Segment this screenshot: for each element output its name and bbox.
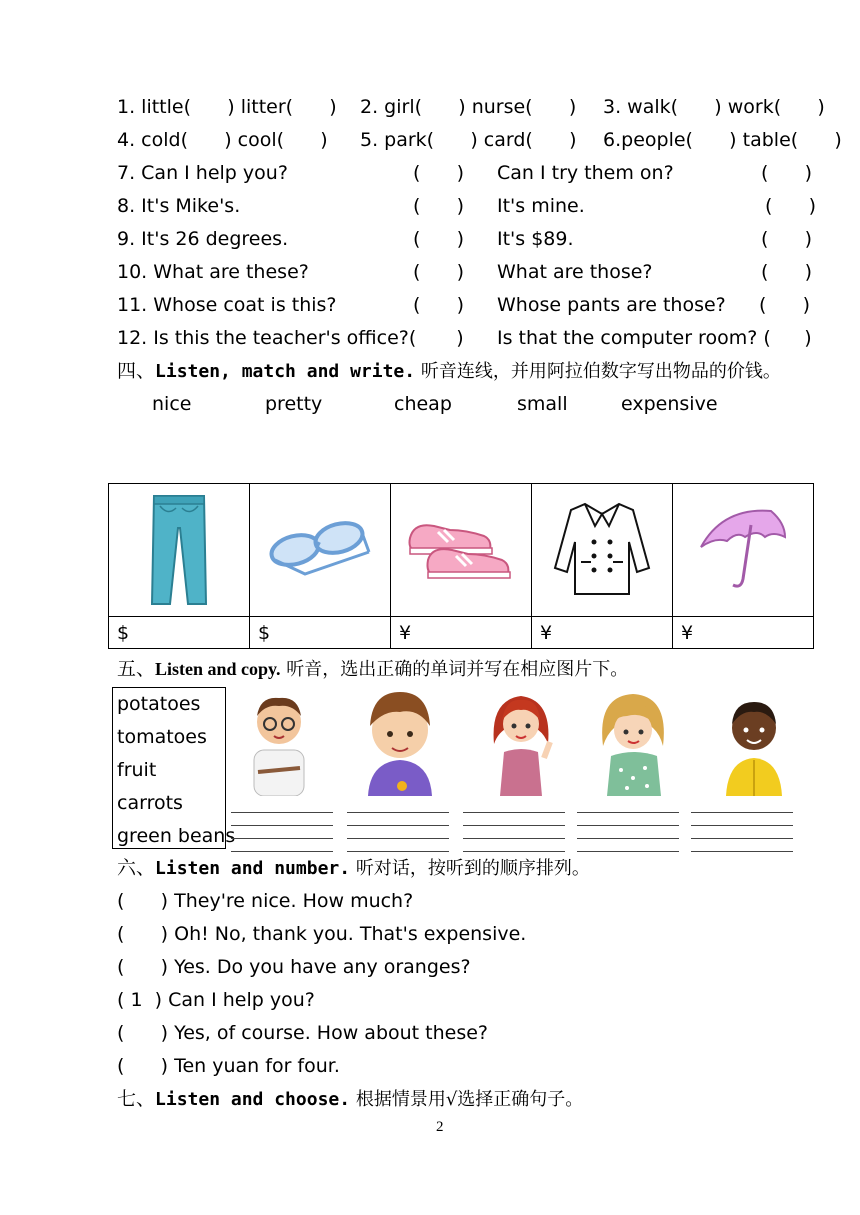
section-instruction: 听音，选出正确的单词并写在相应图片下。 — [286, 659, 629, 680]
order-blank[interactable]: ( ) — [117, 956, 169, 978]
coat-icon — [547, 498, 657, 598]
dialog-line-5 — [117, 1022, 488, 1044]
pair-11-right-blank: ( ) — [759, 294, 811, 316]
pair-7-right-blank: ( ) — [761, 162, 813, 184]
umbrella-cell — [673, 484, 814, 617]
pair-8-left: 8. It's Mike's. — [117, 195, 241, 217]
page-number: 2 — [436, 1119, 444, 1135]
q2-line: 2. girl( ) nurse( ) — [360, 96, 577, 118]
price-cell-5[interactable]: ¥ — [673, 617, 814, 649]
price-cell-3[interactable]: ¥ — [391, 617, 532, 649]
word-green-beans: green beans — [117, 825, 236, 847]
dialog-text: They're nice. How much? — [174, 890, 414, 912]
girl-red-hair-image — [488, 686, 554, 796]
coat-cell — [532, 484, 673, 617]
dialog-line-3 — [117, 956, 471, 978]
pair-10-right: What are those? — [497, 261, 653, 283]
pair-10-right-blank: ( ) — [761, 261, 813, 283]
pair-12-left-blank: ) — [420, 327, 464, 349]
writing-lines-1[interactable] — [231, 800, 333, 852]
section-number: 四、 — [117, 360, 156, 382]
dialog-line-4 — [117, 989, 315, 1011]
word-small: small — [517, 393, 568, 415]
q1-line: 1. little( ) litter( ) — [117, 96, 337, 118]
dialog-line-2 — [117, 923, 526, 945]
sneakers-cell — [391, 484, 532, 617]
section-instruction: 听对话，按听到的顺序排列。 — [355, 858, 590, 879]
word-nice: nice — [152, 393, 192, 415]
q4-line: 4. cold( ) cool( ) — [117, 129, 328, 151]
price-cell-1[interactable]: $ — [109, 617, 250, 649]
section-number: 五、 — [117, 658, 156, 680]
pair-7-right: Can I try them on? — [497, 162, 674, 184]
section-number: 六、 — [117, 857, 156, 879]
dialog-text: Can I help you? — [168, 989, 315, 1011]
section-instruction: 听音连线，并用阿拉伯数字写出物品的价钱。 — [420, 361, 781, 382]
jeans-cell — [109, 484, 250, 617]
pair-12-right-blank: ) — [768, 327, 812, 349]
dialog-line-1 — [117, 890, 413, 912]
order-blank[interactable]: ( ) — [117, 1055, 169, 1077]
pair-8-right: It's mine. — [497, 195, 585, 217]
writing-lines-2[interactable] — [347, 800, 449, 852]
dialog-line-6 — [117, 1055, 340, 1077]
price-table — [108, 483, 814, 649]
q3-line: 3. walk( ) work( ) — [603, 96, 825, 118]
section6-heading — [117, 857, 590, 880]
pair-11-right: Whose pants are those? — [497, 294, 726, 316]
order-blank[interactable]: ( ) — [117, 923, 169, 945]
word-box — [112, 687, 236, 849]
pair-9-right-blank: ( ) — [761, 228, 813, 250]
section-title: Listen and copy. — [155, 659, 281, 679]
word-fruit: fruit — [117, 759, 157, 781]
word-cheap: cheap — [394, 393, 452, 415]
pair-9-right: It's $89. — [497, 228, 574, 250]
pair-11-left: 11. Whose coat is this? — [117, 294, 337, 316]
pair-11-left-blank: ( ) — [413, 294, 465, 316]
pair-7-left-blank: ( ) — [413, 162, 465, 184]
order-blank[interactable]: ( 1 ) — [117, 989, 163, 1011]
jeans-icon — [144, 488, 214, 608]
section-number: 七、 — [117, 1088, 156, 1110]
boy-purple-image — [362, 686, 438, 796]
section-instruction: 根据情景用√选择正确句子。 — [355, 1089, 584, 1110]
word-tomatoes: tomatoes — [117, 726, 207, 748]
order-blank[interactable]: ( ) — [117, 890, 169, 912]
price-cell-4[interactable]: ¥ — [532, 617, 673, 649]
pair-12-left: 12. Is this the teacher's office?( — [117, 327, 417, 349]
q6-line: 6.people( ) table( ) — [603, 129, 842, 151]
boy-yellow-image — [722, 694, 786, 796]
glasses-cell — [250, 484, 391, 617]
dialog-text: Yes. Do you have any oranges? — [174, 956, 471, 978]
umbrella-icon — [693, 503, 793, 593]
writing-lines-5[interactable] — [691, 800, 793, 852]
order-blank[interactable]: ( ) — [117, 1022, 169, 1044]
pair-9-left-blank: ( ) — [413, 228, 465, 250]
pair-10-left: 10. What are these? — [117, 261, 309, 283]
girl-blonde-image — [597, 686, 671, 796]
section4-heading — [117, 360, 781, 383]
boy-glasses-image — [248, 688, 310, 796]
section-title: Listen and number. — [155, 858, 351, 879]
word-expensive: expensive — [621, 393, 718, 415]
pair-9-left: 9. It's 26 degrees. — [117, 228, 289, 250]
writing-lines-4[interactable] — [577, 800, 679, 852]
word-pretty: pretty — [265, 393, 323, 415]
sneakers-icon — [404, 508, 519, 588]
section-title: Listen and choose. — [155, 1089, 351, 1110]
q5-line: 5. park( ) card( ) — [360, 129, 577, 151]
section5-heading — [117, 658, 628, 681]
dialog-text: Oh! No, thank you. That's expensive. — [174, 923, 527, 945]
dialog-text: Yes, of course. How about these? — [174, 1022, 489, 1044]
glasses-icon — [265, 508, 375, 588]
pair-12-right: Is that the computer room? ( — [497, 327, 771, 349]
price-cell-2[interactable]: $ — [250, 617, 391, 649]
writing-lines-3[interactable] — [463, 800, 565, 852]
pair-8-right-blank: ( ) — [765, 195, 817, 217]
word-potatoes: potatoes — [117, 693, 201, 715]
word-carrots: carrots — [117, 792, 183, 814]
pair-7-left: 7. Can I help you? — [117, 162, 288, 184]
pair-8-left-blank: ( ) — [413, 195, 465, 217]
pair-10-left-blank: ( ) — [413, 261, 465, 283]
section-title: Listen, match and write. — [155, 361, 416, 382]
section7-heading — [117, 1088, 583, 1111]
dialog-text: Ten yuan for four. — [174, 1055, 340, 1077]
